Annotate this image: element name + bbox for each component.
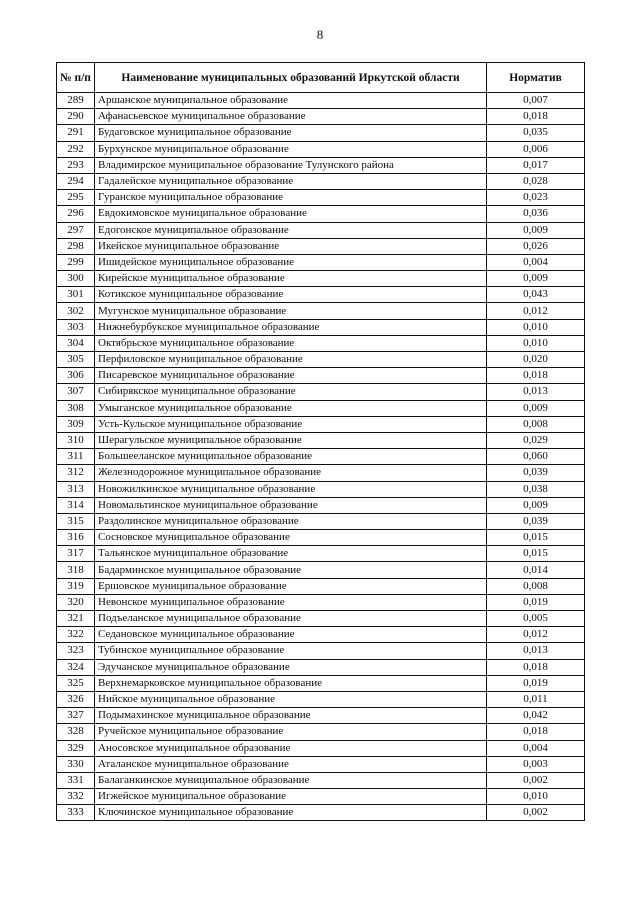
row-number: 325 <box>57 675 95 691</box>
table-row <box>57 611 585 627</box>
municipality-name: Сосновское муниципальное образование <box>95 530 487 546</box>
row-number: 300 <box>57 271 95 287</box>
row-number: 290 <box>57 109 95 125</box>
table-row <box>57 497 585 513</box>
norm-value: 0,028 <box>487 173 585 189</box>
row-number: 330 <box>57 756 95 772</box>
row-number: 291 <box>57 125 95 141</box>
table-row <box>57 400 585 416</box>
table-row <box>57 384 585 400</box>
row-number: 310 <box>57 432 95 448</box>
table-row <box>57 190 585 206</box>
table-row <box>57 368 585 384</box>
norm-value: 0,019 <box>487 594 585 610</box>
row-number: 313 <box>57 481 95 497</box>
norm-value: 0,009 <box>487 222 585 238</box>
table-row <box>57 93 585 109</box>
municipality-name: Тубинское муниципальное образование <box>95 643 487 659</box>
norm-value: 0,004 <box>487 740 585 756</box>
municipality-name: Аносовское муниципальное образование <box>95 740 487 756</box>
row-number: 332 <box>57 789 95 805</box>
norm-value: 0,012 <box>487 303 585 319</box>
row-number: 289 <box>57 93 95 109</box>
row-number: 329 <box>57 740 95 756</box>
norm-value: 0,012 <box>487 627 585 643</box>
norm-value: 0,039 <box>487 513 585 529</box>
table-row <box>57 708 585 724</box>
norm-value: 0,018 <box>487 368 585 384</box>
municipality-name: Эдучанское муниципальное образование <box>95 659 487 675</box>
header-norm: Норматив <box>487 63 585 93</box>
row-number: 315 <box>57 513 95 529</box>
municipality-name: Балаганкинское муниципальное образование <box>95 772 487 788</box>
municipality-name: Верхнемарковское муниципальное образование <box>95 675 487 691</box>
row-number: 333 <box>57 805 95 821</box>
table-row <box>57 416 585 432</box>
row-number: 293 <box>57 157 95 173</box>
norm-value: 0,020 <box>487 352 585 368</box>
table-row <box>57 206 585 222</box>
table-row <box>57 481 585 497</box>
norm-value: 0,026 <box>487 238 585 254</box>
municipality-name: Писаревское муниципальное образование <box>95 368 487 384</box>
table-row <box>57 805 585 821</box>
norm-value: 0,002 <box>487 805 585 821</box>
municipality-name: Ключинское муниципальное образование <box>95 805 487 821</box>
norm-value: 0,018 <box>487 724 585 740</box>
table-row <box>57 141 585 157</box>
norm-value: 0,011 <box>487 691 585 707</box>
norm-value: 0,008 <box>487 578 585 594</box>
row-number: 327 <box>57 708 95 724</box>
table-row <box>57 691 585 707</box>
municipality-name: Аршанское муниципальное образование <box>95 93 487 109</box>
municipality-name: Гуранское муниципальное образование <box>95 190 487 206</box>
municipality-name: Евдокимовское муниципальное образование <box>95 206 487 222</box>
row-number: 302 <box>57 303 95 319</box>
row-number: 320 <box>57 594 95 610</box>
row-number: 295 <box>57 190 95 206</box>
row-number: 299 <box>57 254 95 270</box>
table-row <box>57 659 585 675</box>
row-number: 307 <box>57 384 95 400</box>
row-number: 304 <box>57 335 95 351</box>
row-number: 321 <box>57 611 95 627</box>
header-row <box>57 63 585 93</box>
row-number: 317 <box>57 546 95 562</box>
table-row <box>57 222 585 238</box>
norm-value: 0,009 <box>487 400 585 416</box>
municipal-norms-table <box>56 62 585 821</box>
table-header <box>57 63 585 93</box>
norm-value: 0,003 <box>487 756 585 772</box>
row-number: 322 <box>57 627 95 643</box>
row-number: 312 <box>57 465 95 481</box>
municipality-name: Тальянское муниципальное образование <box>95 546 487 562</box>
norm-value: 0,015 <box>487 546 585 562</box>
table-row <box>57 238 585 254</box>
municipality-name: Подымахинское муниципальное образование <box>95 708 487 724</box>
municipality-name: Ишидейское муниципальное образование <box>95 254 487 270</box>
row-number: 318 <box>57 562 95 578</box>
norm-value: 0,008 <box>487 416 585 432</box>
table-row <box>57 772 585 788</box>
row-number: 328 <box>57 724 95 740</box>
table-row <box>57 254 585 270</box>
norm-value: 0,042 <box>487 708 585 724</box>
municipality-name: Ершовское муниципальное образование <box>95 578 487 594</box>
municipality-name: Афанасьевское муниципальное образование <box>95 109 487 125</box>
norm-value: 0,005 <box>487 611 585 627</box>
table-row <box>57 173 585 189</box>
norm-value: 0,002 <box>487 772 585 788</box>
table-row <box>57 675 585 691</box>
row-number: 301 <box>57 287 95 303</box>
municipality-name: Новомальтинское муниципальное образование <box>95 497 487 513</box>
norm-value: 0,004 <box>487 254 585 270</box>
norm-value: 0,007 <box>487 93 585 109</box>
row-number: 303 <box>57 319 95 335</box>
table-row <box>57 352 585 368</box>
municipality-name: Едогонское муниципальное образование <box>95 222 487 238</box>
table-body <box>57 93 585 821</box>
norm-value: 0,043 <box>487 287 585 303</box>
municipality-name: Аталанское муниципальное образование <box>95 756 487 772</box>
row-number: 296 <box>57 206 95 222</box>
row-number: 324 <box>57 659 95 675</box>
row-number: 306 <box>57 368 95 384</box>
row-number: 305 <box>57 352 95 368</box>
row-number: 314 <box>57 497 95 513</box>
table-row <box>57 724 585 740</box>
norm-value: 0,010 <box>487 789 585 805</box>
row-number: 331 <box>57 772 95 788</box>
table-row <box>57 530 585 546</box>
norm-value: 0,013 <box>487 643 585 659</box>
municipality-name: Будаговское муниципальное образование <box>95 125 487 141</box>
table-row <box>57 578 585 594</box>
norm-value: 0,018 <box>487 659 585 675</box>
municipality-name: Бадарминское муниципальное образование <box>95 562 487 578</box>
municipality-name: Железнодорожное муниципальное образование <box>95 465 487 481</box>
table-row <box>57 449 585 465</box>
municipality-name: Владимирское муниципальное образование Тулунского района <box>95 157 487 173</box>
norm-value: 0,006 <box>487 141 585 157</box>
municipality-name: Мугунское муниципальное образование <box>95 303 487 319</box>
norm-value: 0,010 <box>487 335 585 351</box>
row-number: 316 <box>57 530 95 546</box>
row-number: 319 <box>57 578 95 594</box>
norm-value: 0,009 <box>487 497 585 513</box>
norm-value: 0,060 <box>487 449 585 465</box>
table-row <box>57 432 585 448</box>
row-number: 309 <box>57 416 95 432</box>
row-number: 311 <box>57 449 95 465</box>
norm-value: 0,039 <box>487 465 585 481</box>
row-number: 292 <box>57 141 95 157</box>
norm-value: 0,036 <box>487 206 585 222</box>
row-number: 323 <box>57 643 95 659</box>
municipality-name: Умыганское муниципальное образование <box>95 400 487 416</box>
municipality-name: Октябрьское муниципальное образование <box>95 335 487 351</box>
municipality-name: Новожилкинское муниципальное образование <box>95 481 487 497</box>
municipality-name: Бурхунское муниципальное образование <box>95 141 487 157</box>
norm-value: 0,013 <box>487 384 585 400</box>
norm-value: 0,009 <box>487 271 585 287</box>
norm-value: 0,015 <box>487 530 585 546</box>
norm-value: 0,019 <box>487 675 585 691</box>
table-row <box>57 335 585 351</box>
norm-value: 0,010 <box>487 319 585 335</box>
table-row <box>57 271 585 287</box>
norm-value: 0,023 <box>487 190 585 206</box>
municipality-name: Игжейское муниципальное образование <box>95 789 487 805</box>
municipality-name: Нийское муниципальное образование <box>95 691 487 707</box>
norm-value: 0,038 <box>487 481 585 497</box>
municipality-name: Котикское муниципальное образование <box>95 287 487 303</box>
table-row <box>57 465 585 481</box>
norm-value: 0,017 <box>487 157 585 173</box>
row-number: 297 <box>57 222 95 238</box>
table-row <box>57 546 585 562</box>
table-row <box>57 756 585 772</box>
municipality-name: Шерагульское муниципальное образование <box>95 432 487 448</box>
municipality-name: Подъеланское муниципальное образование <box>95 611 487 627</box>
municipality-name: Седановское муниципальное образование <box>95 627 487 643</box>
table-row <box>57 594 585 610</box>
table-row <box>57 125 585 141</box>
table-row <box>57 513 585 529</box>
table-row <box>57 627 585 643</box>
table-row <box>57 789 585 805</box>
municipality-name: Сибирякское муниципальное образование <box>95 384 487 400</box>
page-number: 8 <box>316 27 324 42</box>
table-row <box>57 740 585 756</box>
table-row <box>57 562 585 578</box>
table-row <box>57 643 585 659</box>
header-number: № п/п <box>57 63 95 93</box>
municipality-name: Усть-Кульское муниципальное образование <box>95 416 487 432</box>
municipality-name: Кирейское муниципальное образование <box>95 271 487 287</box>
table-row <box>57 287 585 303</box>
municipality-name: Большееланское муниципальное образование <box>95 449 487 465</box>
row-number: 294 <box>57 173 95 189</box>
table-row <box>57 319 585 335</box>
row-number: 308 <box>57 400 95 416</box>
municipality-name: Нижнебурбукское муниципальное образование <box>95 319 487 335</box>
row-number: 298 <box>57 238 95 254</box>
municipality-name: Икейское муниципальное образование <box>95 238 487 254</box>
municipality-name: Раздолинское муниципальное образование <box>95 513 487 529</box>
municipality-name: Гадалейское муниципальное образование <box>95 173 487 189</box>
table-row <box>57 157 585 173</box>
table-row <box>57 303 585 319</box>
norm-value: 0,035 <box>487 125 585 141</box>
norm-value: 0,018 <box>487 109 585 125</box>
norm-value: 0,029 <box>487 432 585 448</box>
norm-value: 0,014 <box>487 562 585 578</box>
municipality-name: Ручейское муниципальное образование <box>95 724 487 740</box>
municipality-name: Перфиловское муниципальное образование <box>95 352 487 368</box>
table-row <box>57 109 585 125</box>
header-name: Наименование муниципальных образований Иркутской области <box>95 63 487 93</box>
row-number: 326 <box>57 691 95 707</box>
municipality-name: Невонское муниципальное образование <box>95 594 487 610</box>
